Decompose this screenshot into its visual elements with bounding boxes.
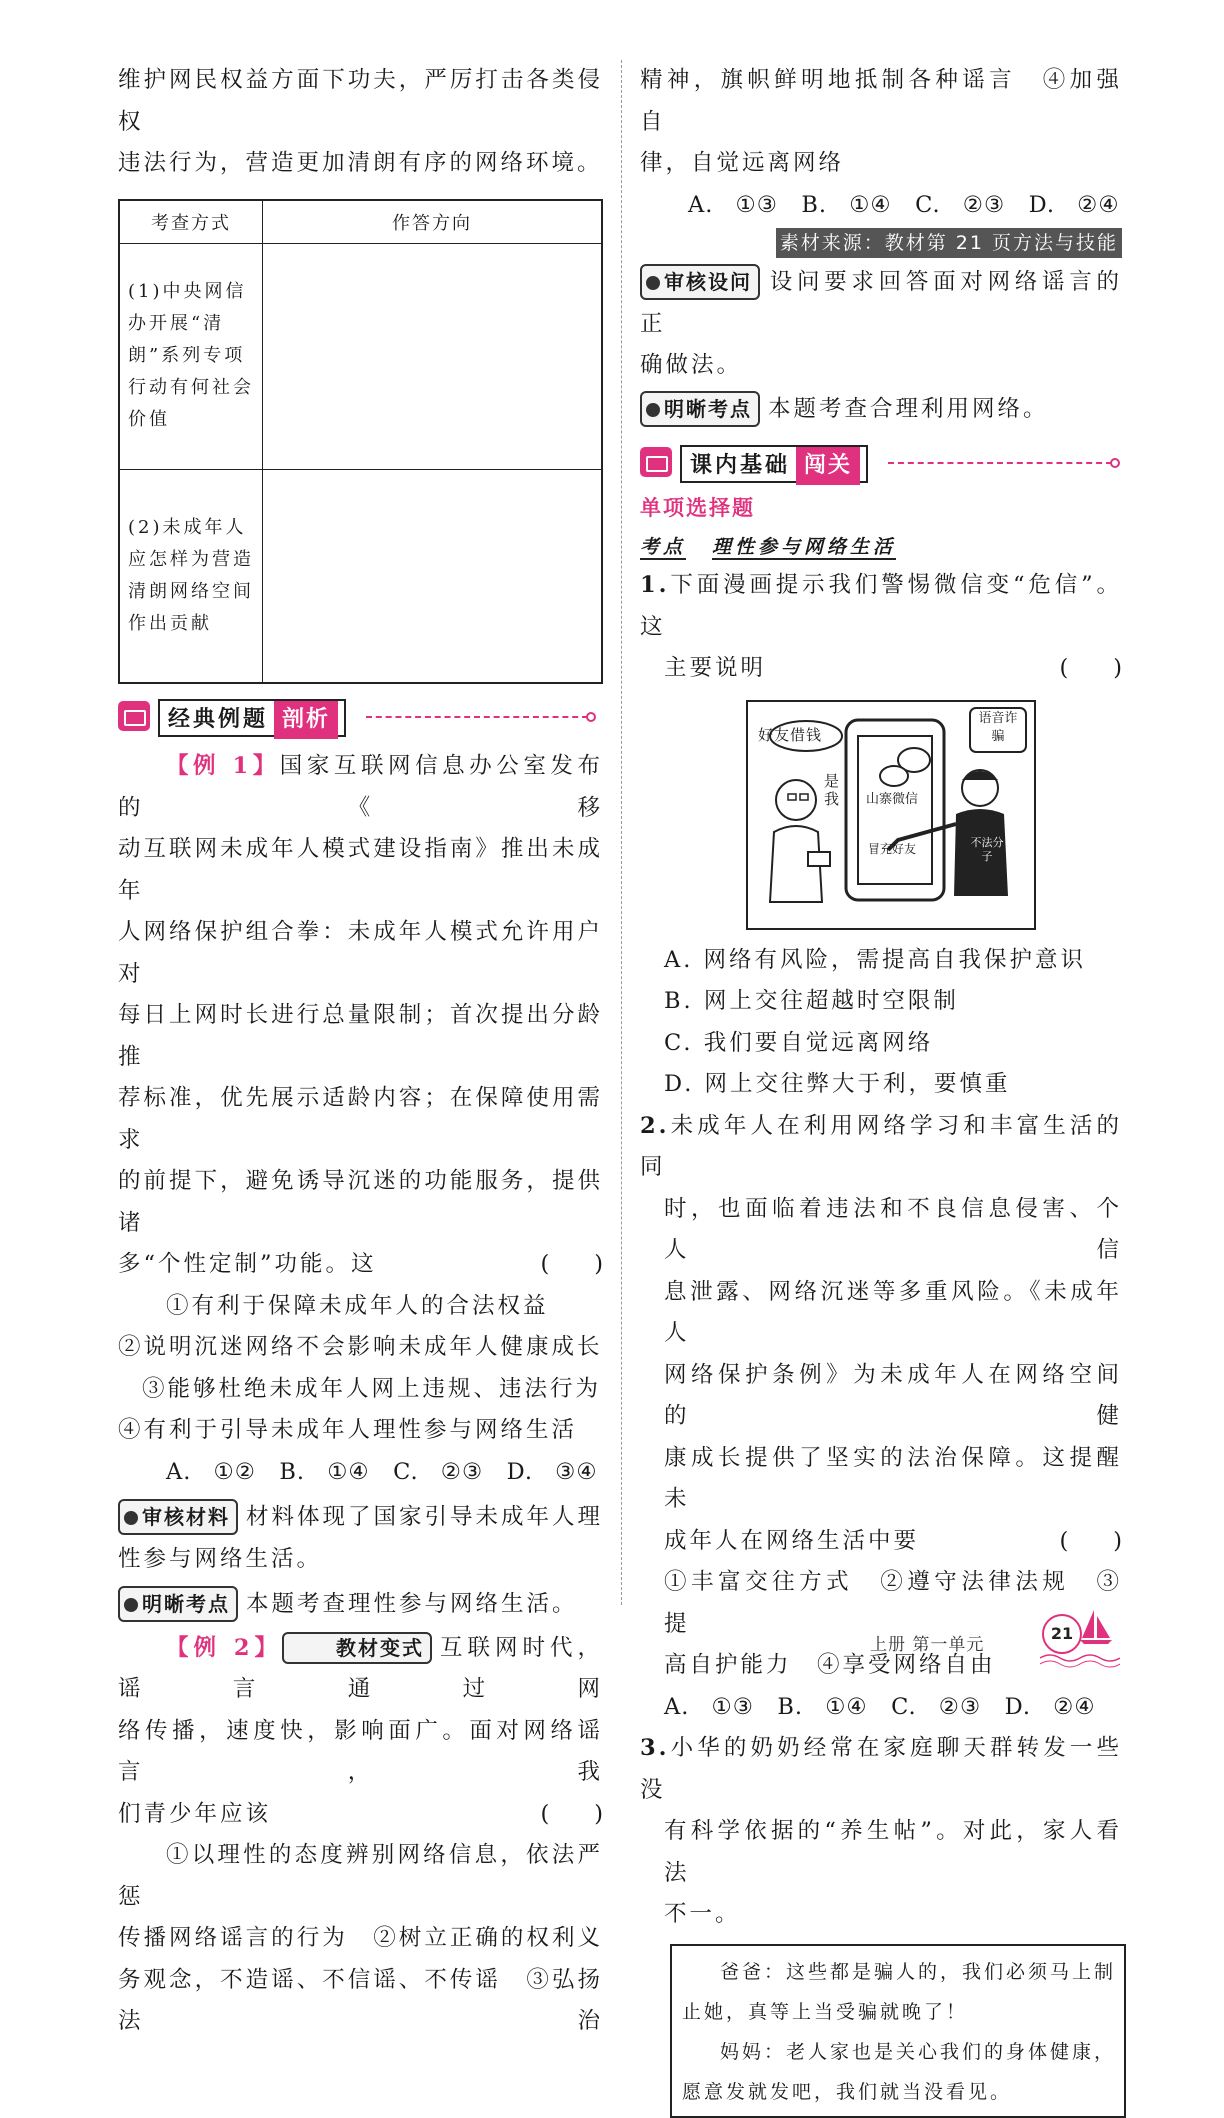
- example-2-item: 精神，旗帜鲜明地抵制各种谣言 ④加强自: [640, 67, 1122, 135]
- example-1-line: 多“个性定制”功能。这 ( ): [118, 1244, 603, 1286]
- example-2-line: 络传播，速度快，影响面广。面对网络谣言，我: [118, 1717, 603, 1785]
- question-2-stem: 成年人在网络生活中要 ( ): [640, 1521, 1122, 1563]
- example-1-item: ③能够杜绝未成年人网上违规、违法行为: [142, 1375, 602, 1402]
- quote-mom-cont: 愿意发就发吧，我们就当没看见。: [682, 2080, 1013, 2103]
- quote-dad-cont: 止她，真等上当受骗就晚了！: [682, 2000, 969, 2023]
- table-question-2: (2)未成年人应怎样为营造清朗网络空间作出贡献: [119, 469, 263, 683]
- question-2-stem: 息泄露、网络沉迷等多重风险。《未成年人: [664, 1278, 1122, 1346]
- example-2-item: 律，自觉远离网络: [640, 150, 845, 176]
- question-3-stem: 3.小华的奶奶经常在家庭聊天群转发一些没: [640, 1735, 1122, 1803]
- answer-blank[interactable]: ( ): [1059, 655, 1122, 681]
- book-icon: [640, 447, 672, 477]
- kaodian-text: 理性参与网络生活: [712, 536, 897, 558]
- question-1-option[interactable]: A. 网络有风险，需提高自我保护意识: [664, 946, 1087, 973]
- cartoon-bubble-right: 语音诈骗: [978, 710, 1018, 744]
- example-2-line: 【例 2】 教材变式 互联网时代，谣言通过网: [118, 1628, 603, 1711]
- sailboat-icon: [1080, 1606, 1114, 1646]
- cartoon-shanzhai: 山寨微信: [866, 791, 919, 807]
- wave-decoration: [1040, 1650, 1120, 1670]
- section-title: 单项选择题: [640, 496, 755, 520]
- cartoon-maochong: 冒充好友: [868, 841, 917, 856]
- section-banner-basics: [640, 442, 1122, 484]
- question-2-options[interactable]: A. ①③ B. ①④ C. ②③ D. ②④: [664, 1693, 1096, 1720]
- question-2-stem: 康成长提供了坚实的法治保障。这提醒未: [664, 1444, 1122, 1512]
- question-2-item: 高自护能力 ④享受网络自由: [664, 1652, 996, 1678]
- question-1-stem: 1.下面漫画提示我们警惕微信变“危信”。这: [640, 572, 1122, 640]
- question-3-stem: 有科学依据的“养生帖”。对此，家人看法: [664, 1818, 1122, 1886]
- table-answer-cell-2[interactable]: [263, 469, 603, 683]
- banner-highlight: 剖析: [274, 701, 338, 739]
- book-icon: [118, 701, 150, 731]
- review-tag: 审核材料: [118, 1499, 238, 1535]
- point-tag: 明晰考点: [640, 391, 760, 427]
- question-1-stem: 主要说明 ( ): [640, 648, 1122, 690]
- example-1-item: ②说明沉迷网络不会影响未成年人健康成长: [118, 1334, 603, 1360]
- question-1-option[interactable]: D. 网上交往弊大于利，要慎重: [664, 1071, 1011, 1097]
- example-2-item: 务观念，不造谣、不信谣、不传谣 ③弘扬法治: [118, 1966, 603, 2034]
- banner-dashline: [888, 462, 1112, 464]
- example-1-line: 【例 1】国家互联网信息办公室发布的《移: [118, 753, 603, 821]
- review-question-cont: 确做法。: [640, 352, 743, 378]
- variant-tag: 教材变式: [282, 1632, 432, 1664]
- table-question-1: (1)中央网信办开展“清朗”系列专项行动有何社会价值: [119, 243, 263, 469]
- left-column: [118, 60, 603, 2043]
- point-tag: 明晰考点: [118, 1586, 238, 1622]
- example-1-item: ①有利于保障未成年人的合法权益: [166, 1292, 549, 1319]
- question-2-stem: 2.未成年人在利用网络学习和丰富生活的同: [640, 1112, 1122, 1180]
- question-1-option[interactable]: B. 网上交往超越时空限制: [664, 988, 959, 1014]
- example-2-item: 传播网络谣言的行为 ②树立正确的权利义: [118, 1925, 603, 1951]
- section-banner-examples: [118, 696, 603, 738]
- family-opinions-box: [670, 1944, 1126, 2118]
- intro-line: 维护网民权益方面下功夫，严厉打击各类侵权: [118, 67, 603, 135]
- example-1-item: ④有利于引导未成年人理性参与网络生活: [118, 1417, 578, 1443]
- banner-title: 经典例题 剖析: [158, 699, 346, 737]
- review-material: 审核材料 材料体现了国家引导未成年人理: [118, 1497, 603, 1539]
- banner-highlight: 闯关: [796, 447, 860, 485]
- quote-dad: 爸爸：这些都是骗人的，我们必须马上制: [720, 1960, 1117, 1983]
- answer-blank[interactable]: ( ): [540, 1800, 603, 1827]
- cartoon-shi-wo: 是我: [824, 771, 840, 808]
- example-2-item: ①以理性的态度辨别网络信息，依法严惩: [118, 1842, 603, 1910]
- review-question: 审核设问 设问要求回答面对网络谣言的正: [640, 262, 1122, 345]
- cartoon-bubble-left: 好友借钱: [758, 725, 823, 744]
- review-material-cont: 性参与网络生活。: [118, 1545, 323, 1572]
- kaodian-label: 考点: [640, 536, 687, 558]
- review-tag: 审核设问: [640, 264, 760, 300]
- example-1-line: 的前提下，避免诱导沉迷的功能服务，提供诸: [118, 1168, 603, 1236]
- question-2-stem: 时，也面临着违法和不良信息侵害、个人信: [664, 1195, 1122, 1263]
- key-point: 明晰考点 本题考查理性参与网络生活。: [118, 1584, 603, 1626]
- example-1-line: 荐标准，优先展示适龄内容；在保障使用需求: [118, 1085, 603, 1153]
- key-point: 明晰考点 本题考查合理利用网络。: [640, 389, 1122, 431]
- page-number: 21: [1042, 1614, 1082, 1654]
- answer-blank[interactable]: ( ): [1059, 1527, 1122, 1554]
- right-column: [640, 60, 1122, 2118]
- answer-blank[interactable]: ( ): [540, 1251, 603, 1277]
- example-1-line: 每日上网时长进行总量限制；首次提出分龄推: [118, 1002, 603, 1070]
- table-header-method: 考查方式: [119, 200, 263, 244]
- example-1-line: 动互联网未成年人模式建设指南》推出未成年: [118, 836, 603, 904]
- column-divider: [621, 60, 622, 1605]
- kaodian-line: [640, 532, 1122, 559]
- quote-mom: 妈妈：老人家也是关心我们的身体健康，: [720, 2040, 1117, 2063]
- answer-table: [118, 199, 603, 685]
- table-header-direction: 作答方向: [263, 200, 603, 244]
- question-2-stem: 网络保护条例》为未成年人在网络空间的健: [664, 1361, 1122, 1429]
- question-3-stem: 不一。: [664, 1901, 741, 1927]
- banner-title: 课内基础 闯关: [680, 445, 868, 483]
- example-1-line: 人网络保护组合拳：未成年人模式允许用户对: [118, 919, 603, 987]
- question-2-item: ①丰富交往方式 ②遵守法律法规 ③提: [664, 1569, 1122, 1637]
- cartoon-image: [746, 700, 1036, 930]
- example-2-line: 们青少年应该 ( ): [118, 1794, 603, 1836]
- footer-text: 上册 第一单元: [870, 1635, 985, 1655]
- example-2-options: A. ①③ B. ①④ C. ②③ D. ②④: [688, 191, 1120, 218]
- cartoon-shirt: 不法分子: [970, 835, 1004, 863]
- banner-dashline: [366, 716, 588, 718]
- question-1-option[interactable]: C. 我们要自觉远离网络: [664, 1029, 934, 1056]
- table-answer-cell-1[interactable]: [263, 243, 603, 469]
- source-bar: 素材来源：教材第 21 页方法与技能: [640, 228, 1122, 258]
- example-1-options: A. ①② B. ①④ C. ②③ D. ③④: [166, 1458, 598, 1485]
- intro-line: 违法行为，营造更加清朗有序的网络环境。: [118, 150, 603, 176]
